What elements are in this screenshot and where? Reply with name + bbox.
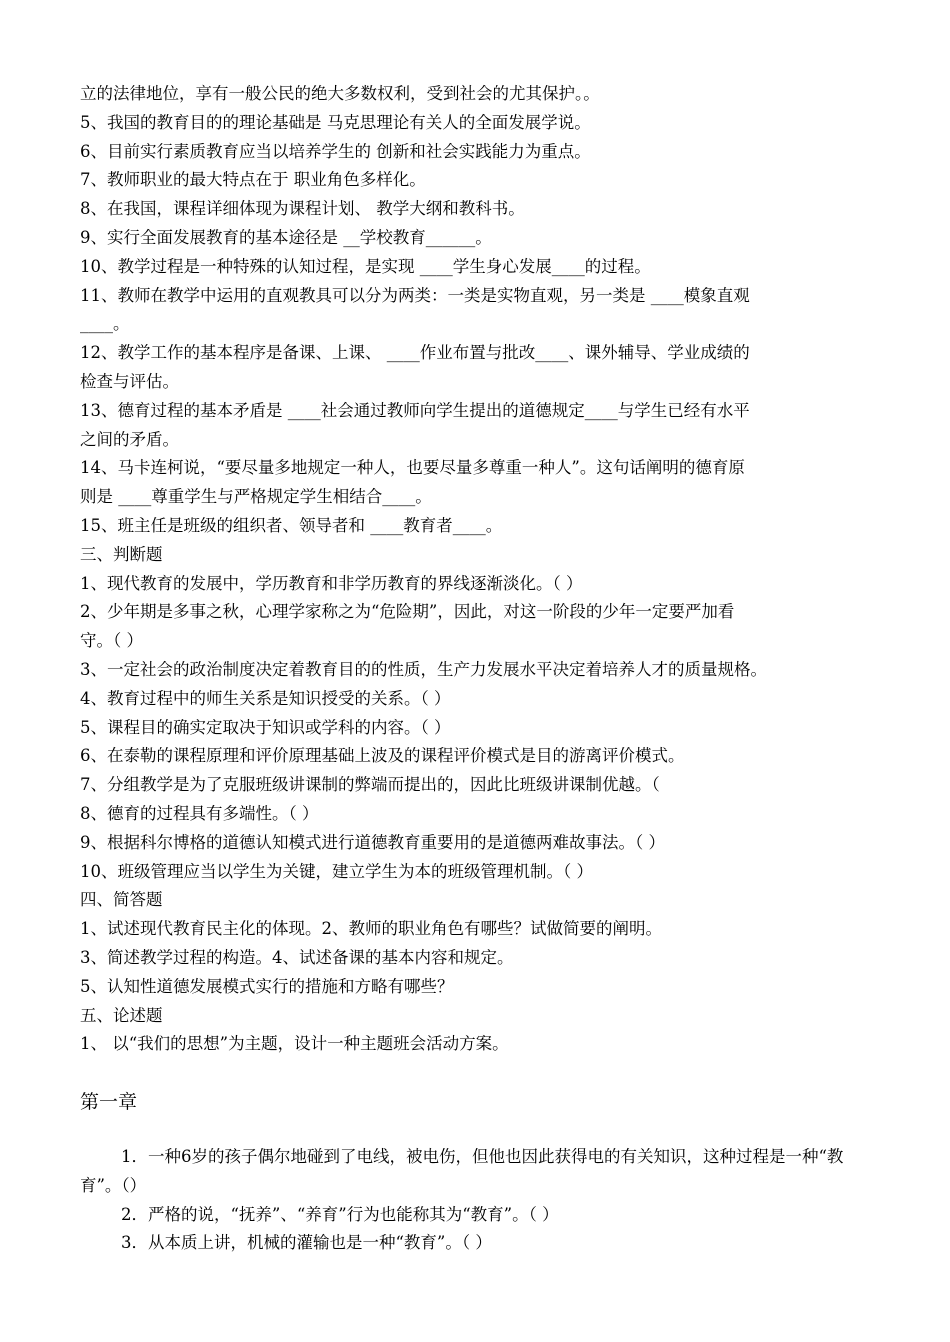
essay-section (80, 1002, 880, 1060)
text-line: 6、目前实行素质教育应当以培养学生的 创新和社会实践能力为重点。 (80, 141, 591, 161)
section-heading: 三、判断题 (80, 544, 163, 564)
text-line: 立的法律地位，享有一般公民的绝大多数权利，受到社会的尤其保护。。 (80, 84, 600, 103)
text-line: 则是 ____尊重学生与严格规定学生相结合____。 (80, 487, 432, 507)
chapter-title: 第一章 (80, 1091, 138, 1114)
fill-in-section (80, 80, 880, 541)
question-line: 8、德育的过程具有多端性。（ ） (80, 803, 319, 823)
question-line: 3．从本质上讲，机械的灌输也是一种“教育”。（ ） (121, 1233, 492, 1253)
document-page (80, 80, 880, 1258)
question-line: 3、一定社会的政治制度决定着教育目的的性质，生产力发展水平决定着培养人才的质量规格。 (80, 659, 767, 679)
question-line: 2、少年期是多事之秋，心理学家称之为“危险期”，因此，对这一阶段的少年一定要严加看 (80, 602, 735, 622)
question-line: 1、试述现代教育民主化的体现。2、教师的职业角色有哪些？试做简要的阐明。 (80, 919, 662, 939)
short-answer-section (80, 886, 880, 1001)
question-line: 6、在泰勒的课程原理和评价原理基础上波及的课程评价模式是目的游离评价模式。 (80, 746, 685, 766)
question-line: 9、根据科尔博格的道德认知模式进行道德教育重要用的是道德两难故事法。（ ） (80, 832, 665, 852)
text-line: 9、实行全面发展教育的基本途径是 __学校教育______。 (80, 227, 492, 247)
text-line: 之间的矛盾。 (80, 429, 179, 449)
spacer (80, 1117, 880, 1143)
text-line: 检查与评估。 (80, 371, 179, 391)
text-line: 13、德育过程的基本矛盾是 ____社会通过教师向学生提出的道德规定____与学生已经有水平 (80, 400, 750, 420)
text-line: 12、教学工作的基本程序是备课、上课、 ____作业布置与批改____、课外辅导、学业成绩的 (80, 343, 750, 363)
chapter-questions (80, 1143, 880, 1258)
text-line: 14、马卡连柯说，“要尽量多地规定一种人，也要尽量多尊重一种人”。这句话阐明的德育原 (80, 458, 745, 478)
question-line: 5、认知性道德发展模式实行的措施和方略有哪些？ (80, 976, 454, 996)
question-line: 3、简述教学过程的构造。4、试述备课的基本内容和规定。 (80, 947, 514, 967)
text-line: 11、教师在教学中运用的直观教具可以分为两类：一类是实物直观，另一类是 ____模象直观 (80, 285, 750, 305)
question-line: 10、班级管理应当以学生为关键，建立学生为本的班级管理机制。（ ） (80, 861, 593, 881)
judgement-section (80, 541, 880, 887)
question-line: 7、分组教学是为了克服班级讲课制的弊端而提出的，因此比班级讲课制优越。（ (80, 775, 660, 795)
question-line: 1、 以“我们的思想”为主题，设计一种主题班会活动方案。 (80, 1034, 509, 1054)
text-line: 7、教师职业的最大特点在于 职业角色多样化。 (80, 170, 426, 190)
text-line: 8、在我国，课程详细体现为课程计划、 教学大纲和教科书。 (80, 199, 525, 219)
text-line: 10、教学过程是一种特殊的认知过程，是实现 ____学生身心发展____的过程。 (80, 256, 651, 276)
question-line: 5、课程目的确实定取决于知识或学科的内容。（ ） (80, 717, 451, 737)
text-line: ____。 (80, 314, 130, 334)
section-heading: 四、简答题 (80, 890, 163, 910)
text-line: 15、班主任是班级的组织者、领导者和 ____教育者____。 (80, 515, 503, 535)
question-line: 2．严格的说，“抚养”、“养育”行为也能称其为“教育”。（ ） (121, 1204, 559, 1224)
question-line: 4、教育过程中的师生关系是知识授受的关系。（ ） (80, 688, 451, 708)
question-line: 1、现代教育的发展中，学历教育和非学历教育的界线逐渐淡化。（ ） (80, 573, 583, 593)
section-heading: 五、论述题 (80, 1005, 163, 1025)
question-line: 守。（ ） (80, 631, 143, 651)
question-line: 1．一种6岁的孩子偶尔地碰到了电线，被电伤，但他也因此获得电的有关知识，这种过程是一种“教育”。（） (80, 1147, 844, 1195)
text-line: 5、我国的教育目的的理论基础是 马克思理论有关人的全面发展学说。 (80, 112, 591, 132)
